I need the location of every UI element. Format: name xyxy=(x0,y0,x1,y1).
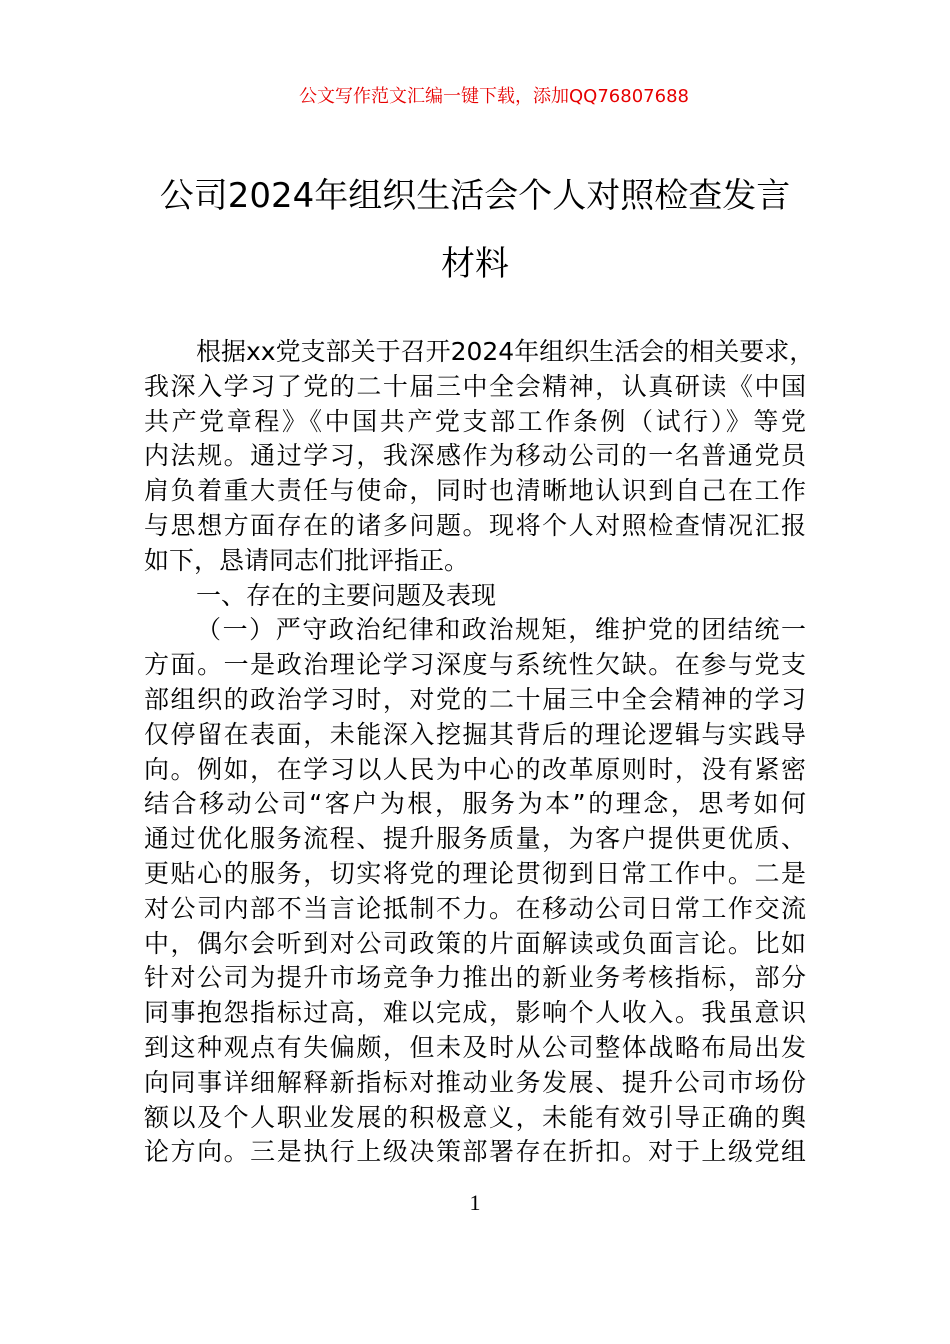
document-title-line-2: 材料 xyxy=(441,244,509,284)
text-line: 如下，恳请同志们批评指正。 xyxy=(144,545,470,575)
text-line: 我深入学习了党的二十届三中全会精神，认真研读《中国 xyxy=(144,371,806,401)
document-body xyxy=(144,335,815,1170)
text-line: 中，偶尔会听到对公司政策的片面解读或负面言论。比如 xyxy=(144,928,806,958)
text-line: 与思想方面存在的诸多问题。现将个人对照检查情况汇报 xyxy=(144,510,806,540)
text-line: 向。例如，在学习以人民为中心的改革原则时，没有紧密 xyxy=(144,754,806,784)
text-line: （一）严守政治纪律和政治规矩，维护党的团结统一 xyxy=(196,615,806,645)
header-note: 公文写作范文汇编一键下载，添加QQ76807688 xyxy=(299,86,689,107)
text-line: 部组织的政治学习时，对党的二十届三中全会精神的学习 xyxy=(144,684,806,714)
text-line: 肩负着重大责任与使命，同时也清晰地认识到自己在工作 xyxy=(144,476,806,506)
text-line: 内法规。通过学习，我深感作为移动公司的一名普通党员 xyxy=(144,441,806,471)
text-line: 共产党章程》《中国共产党支部工作条例（试行）》等党 xyxy=(144,406,806,436)
paragraph xyxy=(144,335,815,579)
text-line: 对公司内部不当言论抵制不力。在移动公司日常工作交流 xyxy=(144,893,806,923)
page-number: 1 xyxy=(469,1190,481,1215)
document-title-line-1: 公司2024年组织生活会个人对照检查发言 xyxy=(159,176,791,216)
text-line: 方面。一是政治理论学习深度与系统性欠缺。在参与党支 xyxy=(144,650,806,680)
text-line: 向同事详细解释新指标对推动业务发展、提升公司市场份 xyxy=(144,1067,806,1097)
text-line: 仅停留在表面，未能深入挖掘其背后的理论逻辑与实践导 xyxy=(144,719,806,749)
text-line: 更贴心的服务，切实将党的理论贯彻到日常工作中。二是 xyxy=(144,858,806,888)
text-line: 针对公司为提升市场竞争力推出的新业务考核指标，部分 xyxy=(144,963,806,993)
text-line: 通过优化服务流程、提升服务质量，为客户提供更优质、 xyxy=(144,824,806,854)
text-line: 一、存在的主要问题及表现 xyxy=(196,580,497,610)
paragraph xyxy=(144,579,806,614)
text-line: 额以及个人职业发展的积极意义，未能有效引导正确的舆 xyxy=(144,1102,806,1132)
text-line: 根据xx党支部关于召开2024年组织生活会的相关要求， xyxy=(196,337,815,366)
paragraph xyxy=(144,613,806,1170)
text-line: 论方向。三是执行上级决策部署存在折扣。对于上级党组 xyxy=(144,1137,806,1167)
text-line: 到这种观点有失偏颇，但未及时从公司整体战略布局出发 xyxy=(144,1032,806,1062)
text-line: 同事抱怨指标过高，难以完成，影响个人收入。我虽意识 xyxy=(144,998,806,1028)
text-line: 结合移动公司“客户为根，服务为本”的理念，思考如何 xyxy=(144,789,806,819)
